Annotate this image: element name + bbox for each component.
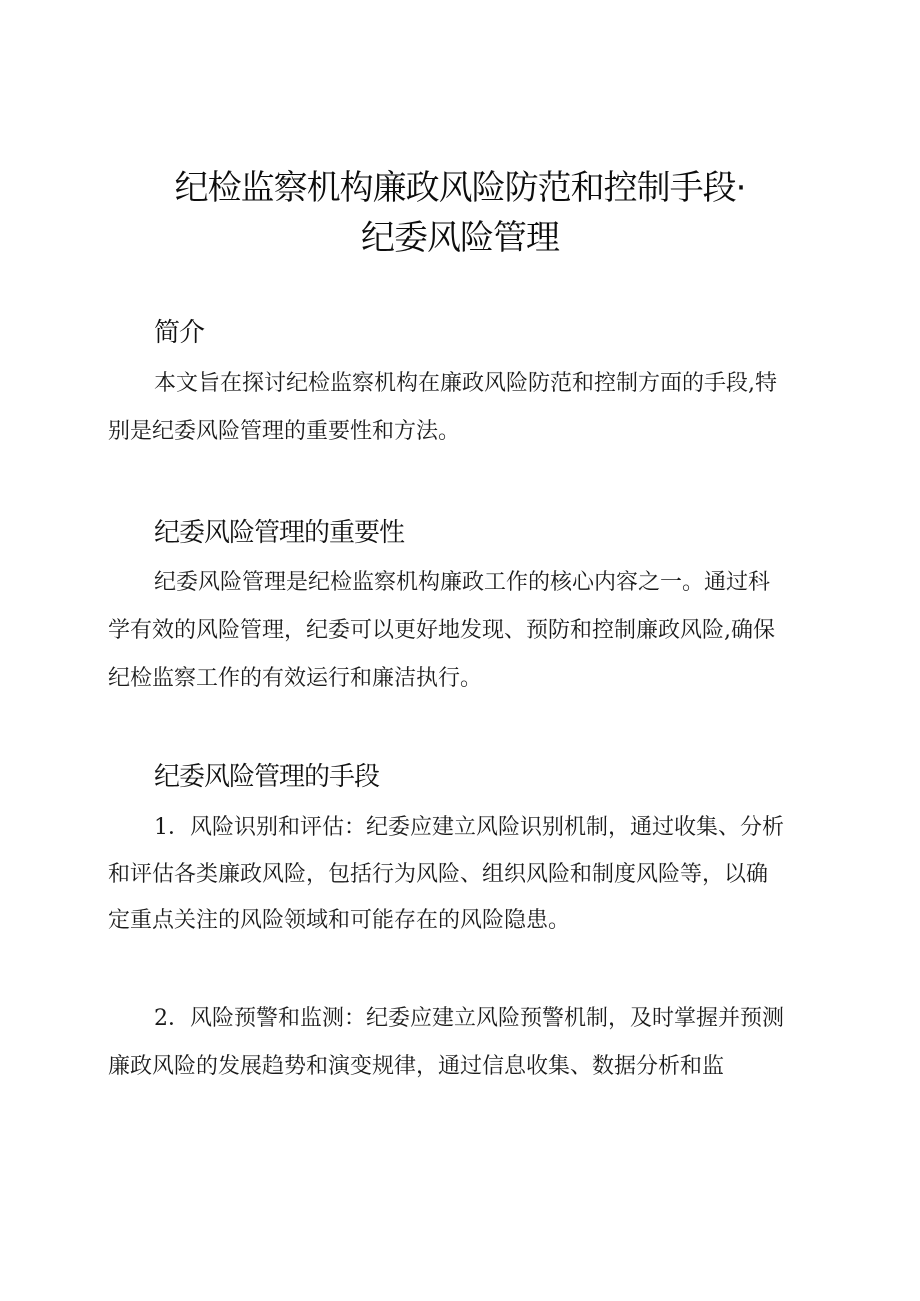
intro-paragraph-line: 本文旨在探讨纪检监察机构在廉政风险防范和控制方面的手段,特 — [154, 371, 777, 396]
section-heading-importance: 纪委风险管理的重要性 — [154, 518, 405, 548]
importance-paragraph-line: 学有效的风险管理，纪委可以更好地发现、预防和控制廉政风险,确保 — [108, 618, 775, 643]
methods-item-2-line: 廉政风险的发展趋势和演变规律，通过信息收集、数据分析和监 — [108, 1054, 725, 1079]
document-title-line-2: 纪委风险管理 — [361, 218, 559, 258]
methods-item-1-line: 1．风险识别和评估：纪委应建立风险识别机制，通过收集、分析 — [154, 815, 784, 840]
methods-item-1-line: 和评估各类廉政风险，包括行为风险、组织风险和制度风险等，以确 — [108, 862, 769, 887]
importance-paragraph-line: 纪委风险管理是纪检监察机构廉政工作的核心内容之一。通过科 — [154, 570, 771, 595]
section-heading-methods: 纪委风险管理的手段 — [154, 762, 380, 792]
document-title-line-1: 纪检监察机构廉政风险防范和控制手段· — [174, 168, 746, 208]
methods-item-2-line: 2．风险预警和监测：纪委应建立风险预警机制，及时掌握并预测 — [154, 1006, 784, 1031]
intro-paragraph-line: 别是纪委风险管理的重要性和方法。 — [108, 419, 461, 444]
importance-paragraph-line: 纪检监察工作的有效运行和廉洁执行。 — [108, 666, 483, 691]
section-heading-intro: 简介 — [154, 318, 205, 348]
methods-item-1-line: 定重点关注的风险领域和可能存在的风险隐患。 — [108, 908, 571, 933]
